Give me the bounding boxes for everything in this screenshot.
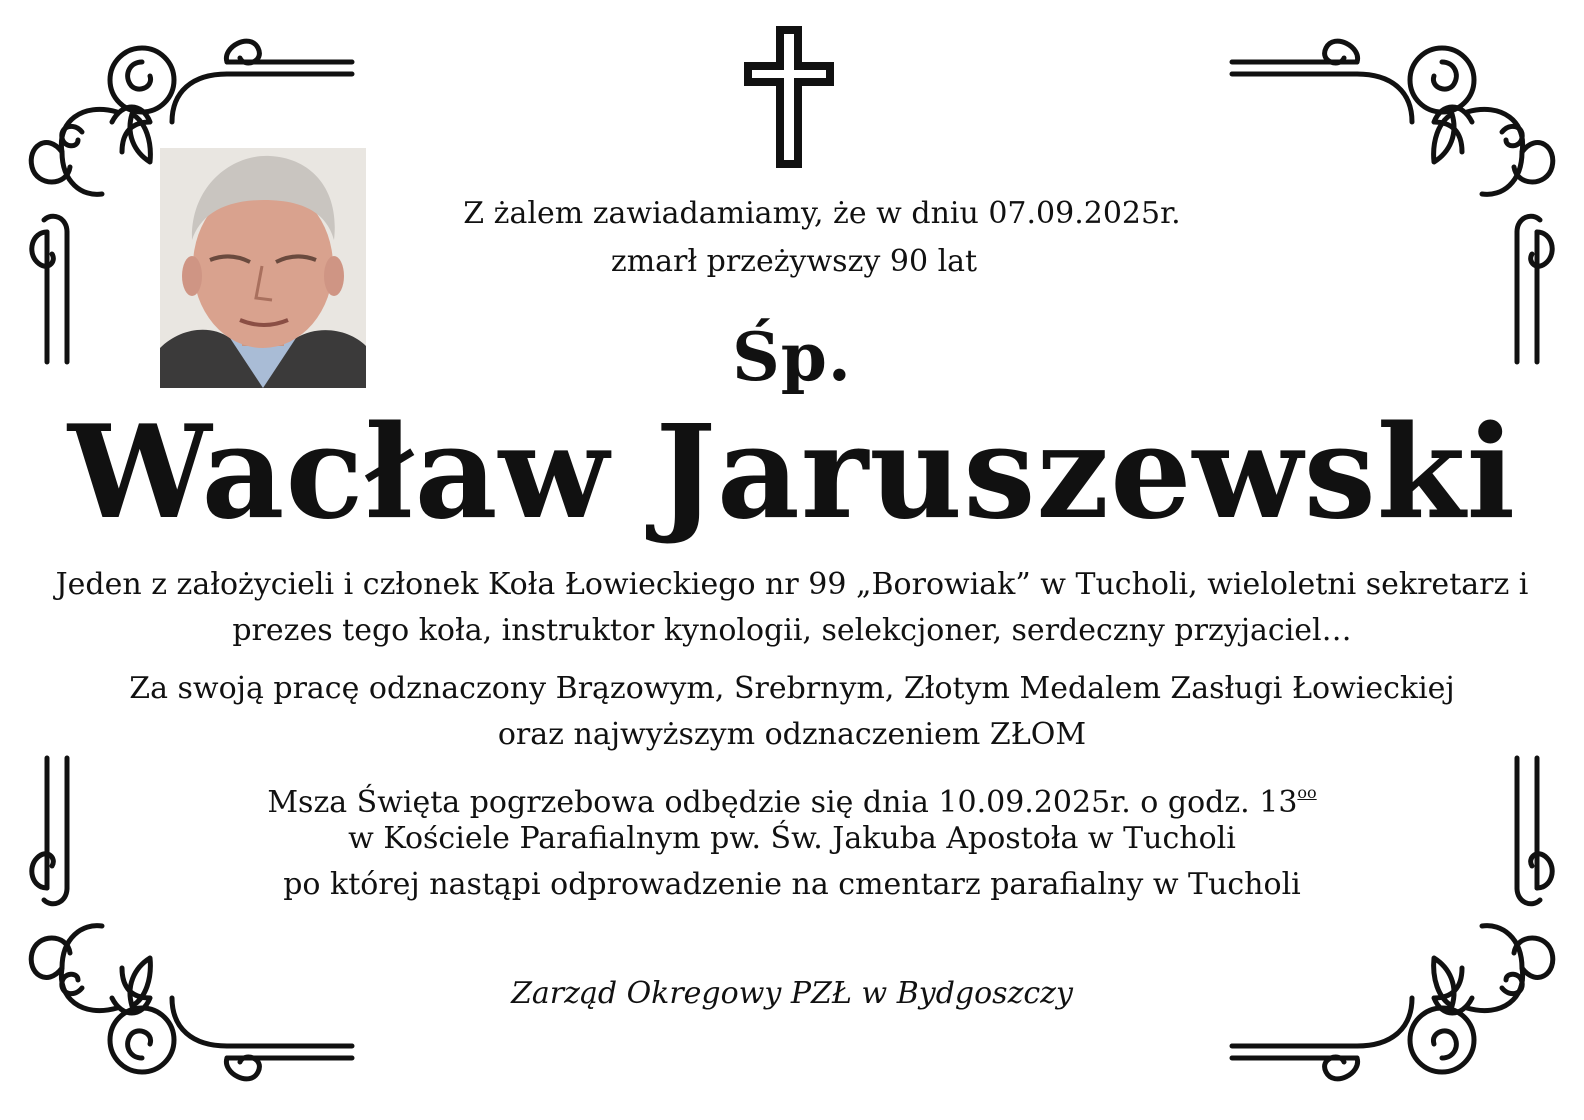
biography-line-1: Jeden z założycieli i członek Koła Łowieckiego nr 99 „Borowiak” w Tucholi, wieloletni sekretarz i xyxy=(55,567,1529,602)
deceased-name: Wacław Jaruszewski xyxy=(67,398,1517,548)
title-sp: Śp. xyxy=(732,318,852,396)
funeral-line-2: w Kościele Parafialnym pw. Św. Jakuba Apostoła w Tucholi xyxy=(348,821,1236,856)
biography-line-4: oraz najwyższym odznaczeniem ZŁOM xyxy=(497,717,1087,752)
funeral-time-superscript: oo xyxy=(1297,783,1317,802)
funeral-line-3: po której nastąpi odprowadzenie na cmentarz parafialny w Tucholi xyxy=(283,867,1301,902)
signature: Zarząd Okregowy PZŁ w Bydgoszczy xyxy=(511,976,1073,1011)
biography-line-3: Za swoją pracę odznaczony Brązowym, Srebrnym, Złotym Medalem Zasługi Łowieckiej xyxy=(129,671,1455,706)
intro-line-1: Z żalem zawiadamiamy, że w dniu 07.09.2025r. xyxy=(463,196,1181,231)
intro-line-2: zmarł przeżywszy 90 lat xyxy=(610,244,978,279)
biography-line-2: prezes tego koła, instruktor kynologii, selekcjoner, serdeczny przyjaciel… xyxy=(232,613,1352,648)
cross-icon xyxy=(744,26,834,168)
funeral-line-1-text: Msza Święta pogrzebowa odbędzie się dnia 10.09.2025r. o godz. 13 xyxy=(267,785,1298,820)
